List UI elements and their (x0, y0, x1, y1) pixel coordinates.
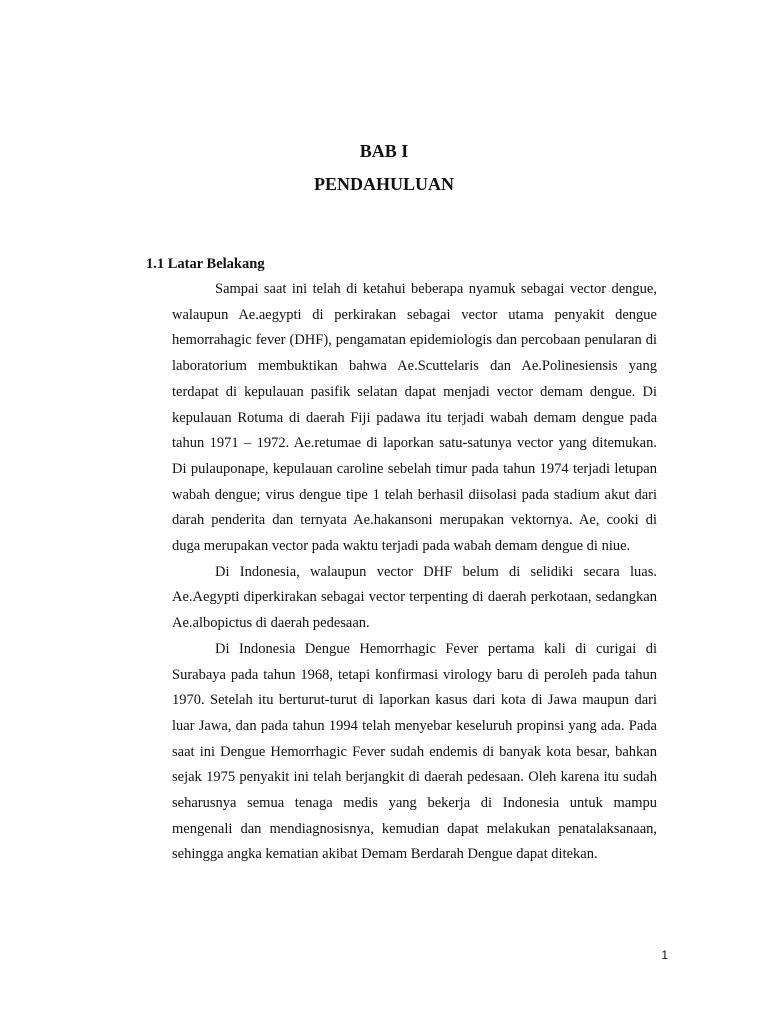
section-heading: 1.1 Latar Belakang (146, 256, 265, 272)
paragraph: Di Indonesia Dengue Hemorrhagic Fever pertama kali di curigai di Surabaya pada tahun 1968, tetapi konfirmasi virology baru di peroleh pada tahun 1970. Setelah itu berturut-turut di laporkan kasus dari kota di Jawa maupun dari luar Jawa, dan pada tahun 1994 telah menyebar keseluruh propinsi yang ada. Pada saat ini Dengue Hemorrhagic Fever sudah endemis di banyak kota besar, bahkan sejak 1975 penyakit ini telah berjangkit di daerah pedesaan. Oleh karena itu sudah seharusnya semua tenaga medis yang bekerja di Indonesia untuk mampu mengenali dan mendiagnosisnya, kemudian dapat melakukan penatalaksanaan, sehingga angka kematian akibat Demam Berdarah Dengue dapat ditekan. (172, 640, 657, 863)
paragraph: Sampai saat ini telah di ketahui beberapa nyamuk sebagai vector dengue, walaupun Ae.aegypti di perkirakan sebagai vector utama penyakit dengue hemorrahagic fever (DHF), pengamatan epidemiologis dan percobaan penularan di laboratorium membuktikan bahwa Ae.Scuttelaris dan Ae.Polinesiensis yang terdapat di kepulauan pasifik selatan dapat menjadi vector demam dengue. Di kepulauan Rotuma di daerah Fiji padawa itu terjadi wabah demam dengue pada tahun 1971 – 1972. Ae.retumae di laporkan satu-satunya vector yang ditemukan. Di pulauponape, kepulauan caroline sebelah timur pada tahun 1974 terjadi letupan wabah dengue; virus dengue tipe 1 telah berhasil diisolasi pada stadium akut dari darah penderita dan ternyata Ae.hakansoni merupakan vektornya. Ae, cooki di duga merupakan vector pada waktu terjadi pada wabah demam dengue di niue. (172, 281, 657, 555)
chapter-number: BAB I (359, 141, 409, 161)
paragraph: Di Indonesia, walaupun vector DHF belum di selidiki secara luas. Ae.Aegypti diperkirakan sebagai vector terpenting di daerah perkotaan, sedangkan Ae.albopictus di daerah pedesaan. (172, 563, 657, 632)
section-body (172, 277, 657, 868)
page-number: 1 (661, 948, 668, 962)
chapter-title: PENDAHULUAN (313, 174, 454, 194)
